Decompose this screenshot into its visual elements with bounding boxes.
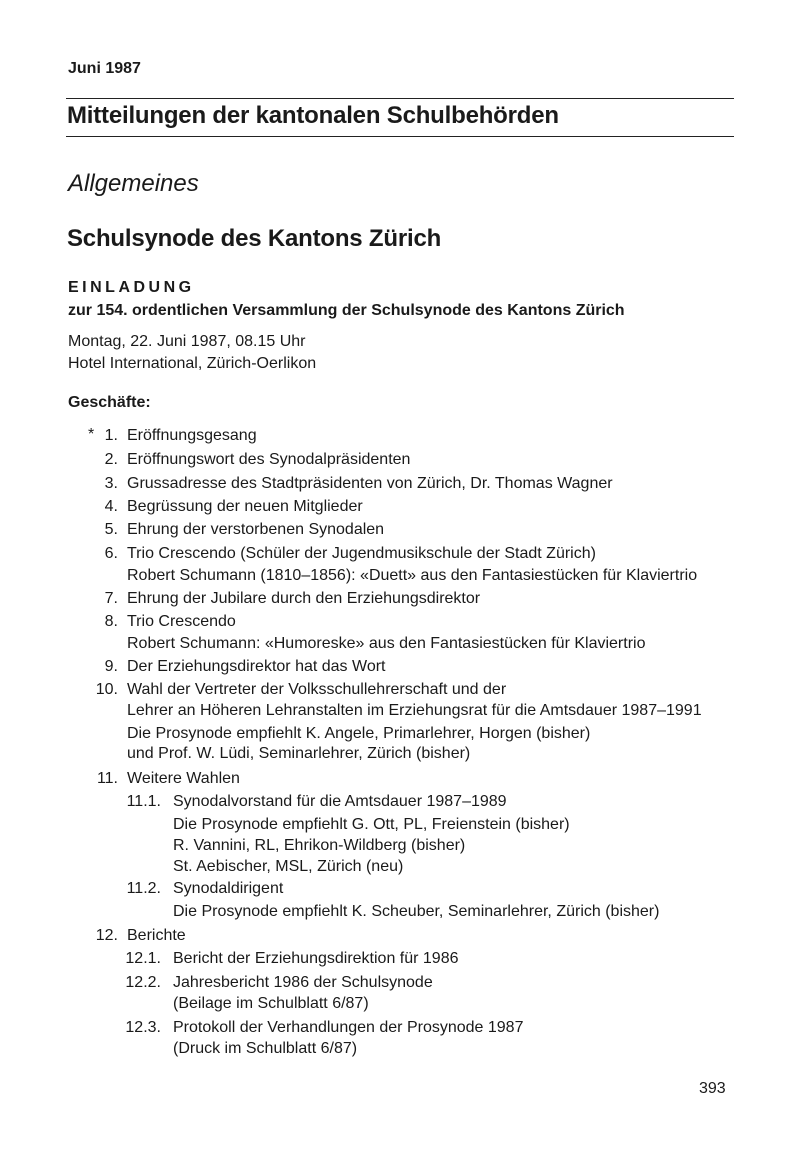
invitation-label: EINLADUNG: [68, 279, 195, 296]
agenda-subitem-text: (Druck im Schulblatt 6/87): [173, 1040, 358, 1057]
agenda-item-text: Eröffnungswort des Synodalpräsidenten: [127, 451, 411, 468]
agenda-subitem-number: 11.1.: [126, 793, 161, 810]
agenda-item-text: Trio Crescendo: [127, 613, 236, 630]
agenda-item-number: 2.: [104, 451, 118, 468]
agenda-subitem-number: 12.3.: [125, 1019, 161, 1036]
bottom-rule: [66, 136, 734, 137]
document-title: Schulsynode des Kantons Zürich: [67, 225, 442, 252]
agenda-item-number: 3.: [104, 475, 118, 492]
agenda-item-number: 1.: [104, 427, 118, 444]
agenda-item-text: Weitere Wahlen: [127, 770, 240, 787]
agenda-item-text: Die Prosynode empfiehlt K. Angele, Primarlehrer, Horgen (bisher): [127, 725, 591, 742]
agenda-subitem-text: St. Aebischer, MSL, Zürich (neu): [173, 858, 404, 875]
agenda-item-number: 11.: [96, 770, 118, 787]
agenda-item-number: 8.: [104, 613, 118, 630]
meeting-venue: Hotel International, Zürich-Oerlikon: [68, 355, 317, 372]
agenda-item-text: Eröffnungsgesang: [127, 427, 257, 444]
agenda-subitem-number: 12.2.: [125, 974, 161, 991]
agenda-subitem-text: Protokoll der Verhandlungen der Prosynode 1987: [173, 1019, 524, 1036]
agenda-item-number: 10.: [95, 681, 118, 698]
invitation-subtitle: zur 154. ordentlichen Versammlung der Schulsynode des Kantons Zürich: [68, 302, 625, 319]
subsection-heading: Allgemeines: [68, 170, 199, 197]
agenda-item-number: 5.: [104, 521, 118, 538]
agenda-item-text: Begrüssung der neuen Mitglieder: [127, 498, 363, 515]
agenda-subitem-text: Bericht der Erziehungsdirektion für 1986: [173, 950, 459, 967]
agenda-item-text: Trio Crescendo (Schüler der Jugendmusikschule der Stadt Zürich): [127, 545, 596, 562]
star-marker: *: [88, 426, 95, 443]
agenda-item-text: Grussadresse des Stadtpräsidenten von Zürich, Dr. Thomas Wagner: [127, 475, 613, 492]
issue-date: Juni 1987: [68, 60, 141, 77]
agenda-subitem-text: Jahresbericht 1986 der Schulsynode: [173, 974, 433, 991]
agenda-item-text: Ehrung der verstorbenen Synodalen: [127, 521, 385, 538]
agenda-subitem-text: Synodalvorstand für die Amtsdauer 1987–1989: [173, 793, 507, 810]
meeting-date-time: Montag, 22. Juni 1987, 08.15 Uhr: [68, 333, 306, 350]
agenda-subitem-text: R. Vannini, RL, Ehrikon-Wildberg (bisher): [173, 837, 466, 854]
agenda-subitem-number: 12.1.: [125, 950, 161, 967]
agenda-subitem-text: (Beilage im Schulblatt 6/87): [173, 995, 369, 1012]
agenda-item-number: 7.: [104, 590, 118, 607]
section-heading: Mitteilungen der kantonalen Schulbehörden: [67, 102, 559, 129]
agenda-subitem-text: Die Prosynode empfiehlt G. Ott, PL, Freienstein (bisher): [173, 816, 570, 833]
agenda-label: Geschäfte:: [68, 394, 151, 411]
agenda-subitem-number: 11.2.: [126, 880, 161, 897]
agenda-item-number: 6.: [104, 545, 118, 562]
agenda-item-text: Robert Schumann: «Humoreske» aus den Fantasiestücken für Klaviertrio: [127, 635, 646, 652]
agenda-item-text: Robert Schumann (1810–1856): «Duett» aus den Fantasiestücken für Klaviertrio: [127, 567, 698, 584]
agenda-item-text: Ehrung der Jubilare durch den Erziehungsdirektor: [127, 590, 481, 607]
agenda-item-text: Wahl der Vertreter der Volksschullehrerschaft und der: [127, 681, 507, 698]
agenda-item-number: 4.: [104, 498, 118, 515]
agenda-subitem-text: Die Prosynode empfiehlt K. Scheuber, Seminarlehrer, Zürich (bisher): [173, 903, 660, 920]
agenda-item-number: 12.: [95, 927, 118, 944]
agenda-item-number: 9.: [104, 658, 118, 675]
agenda-item-text: Lehrer an Höheren Lehranstalten im Erziehungsrat für die Amtsdauer 1987–1991: [127, 702, 702, 719]
agenda-item-text: und Prof. W. Lüdi, Seminarlehrer, Zürich (bisher): [127, 745, 471, 762]
agenda-item-text: Der Erziehungsdirektor hat das Wort: [127, 658, 386, 675]
page-number: 393: [699, 1080, 726, 1097]
agenda-subitem-text: Synodaldirigent: [173, 880, 284, 897]
top-rule: [66, 98, 734, 99]
agenda-item-text: Berichte: [127, 927, 186, 944]
